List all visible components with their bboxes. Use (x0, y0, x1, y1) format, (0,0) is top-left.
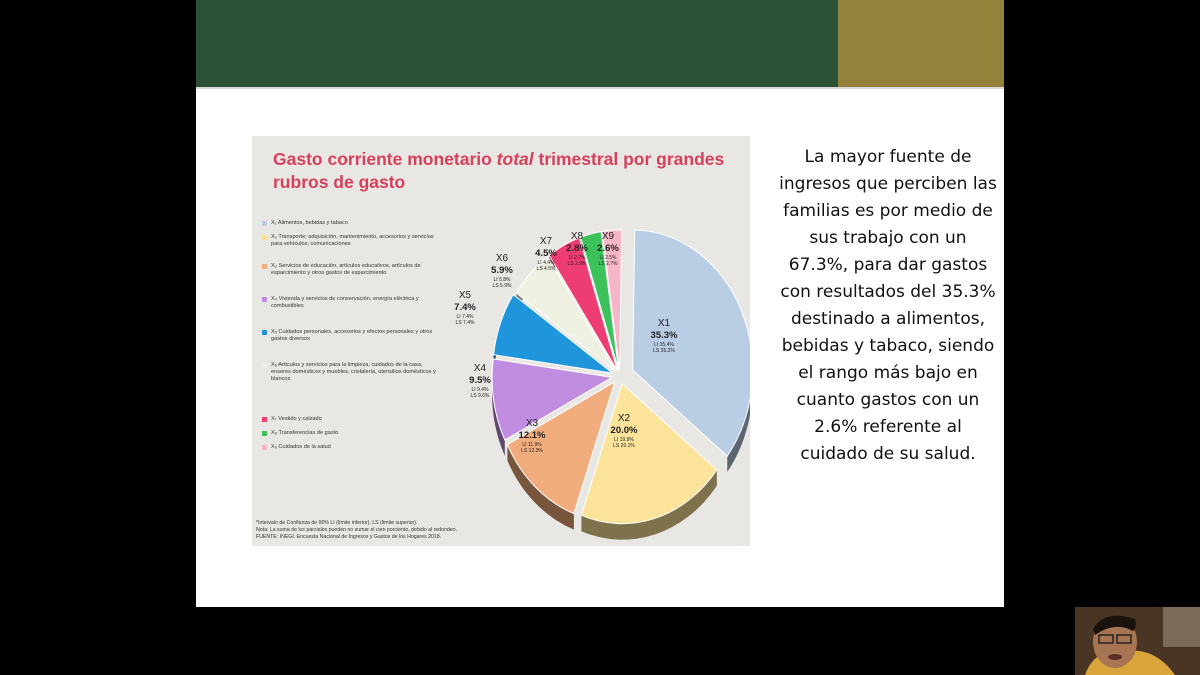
slice-li: LI 5.8% (493, 277, 511, 283)
legend-text: X₁ Alimentos, bebidas y tabaco (271, 220, 348, 226)
legend-text: X₃ Servicios de educación, artículos educativos, artículos de esparcimiento y otros gastos de esparcimiento (271, 263, 421, 276)
footnote-line: *Intervalo de Confianza de 90% LI (límite inferior), LS (límite superior). (256, 520, 418, 526)
legend-item-x3 (262, 263, 440, 277)
chart-title: Gasto corriente monetario total trimestral por grandes rubros de gasto (273, 149, 725, 192)
chart-figure (252, 136, 750, 546)
slice-percent: 2.8% (566, 243, 588, 254)
legend-swatch (262, 417, 267, 422)
slice-percent: 4.5% (535, 248, 557, 259)
legend-item-x9 (262, 444, 440, 451)
legend-swatch (262, 264, 267, 269)
legend-swatch (262, 221, 267, 226)
chart-legend (262, 220, 440, 458)
legend-text: X₉ Cuidados de la salud (271, 444, 331, 450)
legend-item-x5 (262, 329, 440, 343)
chart-footnote (256, 520, 556, 541)
slice-ls: LS 5.9% (492, 283, 512, 289)
slice-percent: 12.1% (518, 430, 546, 441)
slice-li: LI 2.5% (599, 255, 617, 261)
webcam-thumbnail (1075, 607, 1200, 675)
footnote-line: FUENTE: INEGI. Encuesta Nacional de Ingresos y Gastos de los Hogares 2018. (256, 534, 442, 540)
legend-item-x4 (262, 296, 440, 310)
slice-li: LI 2.7% (568, 255, 586, 261)
slice-name: X8 (570, 231, 584, 242)
slice-percent: 5.9% (491, 265, 513, 276)
slice-name: X2 (617, 413, 631, 424)
slice-percent: 9.5% (469, 375, 491, 386)
legend-text: X₄ Vivienda y servicios de conservación, energía eléctrica y combustibles (271, 296, 419, 309)
slice-name: X5 (458, 290, 472, 301)
pie-label-x4 (469, 363, 491, 399)
legend-item-x7 (262, 416, 440, 423)
slice-ls: LS 35.2% (653, 348, 675, 354)
slice-percent: 7.4% (454, 302, 476, 313)
slice-ls: LS 2.7% (598, 261, 618, 267)
slice-name: X6 (495, 253, 509, 264)
slice-ls: LS 2.9% (567, 261, 587, 267)
legend-swatch (262, 363, 267, 368)
legend-swatch (262, 431, 267, 436)
slice-ls: LS 9.6% (470, 393, 490, 399)
slice-percent: 35.3% (650, 330, 678, 341)
header-bar-green (196, 0, 838, 87)
slice-ls: LS 7.4% (455, 320, 475, 326)
slice-li: LI 35.4% (654, 342, 674, 348)
slice-percent: 20.0% (610, 425, 638, 436)
slice-percent: 2.6% (597, 243, 619, 254)
legend-text: X₂ Transporte; adquisición, mantenimiento, accesorios y servicios para vehículos; comunicaciones (271, 234, 434, 247)
legend-item-x1 (262, 220, 440, 227)
pie-label-x7 (535, 236, 557, 272)
legend-text: X₇ Vestido y calzado (271, 416, 322, 422)
slide-body-text: La mayor fuente de ingresos que perciben las familias es por medio de sus trabajo con un 67.3%, para dar gastos con resultados del 35.3% destinado a alimentos, bebidas y tabaco, siendo el rango más bajo en cuanto gastos con un 2.6% referente al cuidado de su salud. (779, 147, 997, 464)
legend-item-x6 (262, 362, 440, 383)
slice-li: LI 7.4% (456, 314, 474, 320)
slice-li: LI 11.9% (522, 442, 542, 448)
legend-item-x2 (262, 234, 440, 248)
slice-name: X1 (657, 318, 671, 329)
pie-label-x5 (454, 290, 476, 326)
slice-li: LI 19.9% (614, 437, 634, 443)
legend-text: X₅ Cuidados personales, accesorios y efectos personales y otros gastos diversos (271, 329, 433, 342)
legend-swatch (262, 330, 267, 335)
legend-swatch (262, 235, 267, 240)
slice-name: X9 (601, 231, 615, 242)
footnote-line: Nota: La suma de los parciales pueden no sumar el cien porciento, debido al redondeo. (256, 527, 458, 533)
legend-swatch (262, 445, 267, 450)
slice-name: X7 (539, 236, 553, 247)
slice-li: LI 4.4% (537, 260, 555, 266)
legend-swatch (262, 297, 267, 302)
legend-item-x8 (262, 430, 440, 437)
slice-ls: LS 20.1% (613, 443, 635, 449)
legend-text: X₈ Transferencias de gasto (271, 430, 339, 436)
slice-ls: LS 4.5% (536, 266, 556, 272)
slice-name: X3 (525, 418, 539, 429)
header-divider (196, 87, 1004, 89)
pie-label-x6 (491, 253, 513, 289)
legend-text: X₆ Artículos y servicios para la limpieza, cuidados de la casa, enseres domésticos y muebles, cristalería, utensilios domésticos y blancos (271, 362, 436, 382)
slice-name: X4 (473, 363, 487, 374)
slice-ls: LS 12.3% (521, 448, 543, 454)
slice-li: LI 9.4% (471, 387, 489, 393)
header-bar-gold (838, 0, 1004, 87)
slide (196, 0, 1004, 607)
